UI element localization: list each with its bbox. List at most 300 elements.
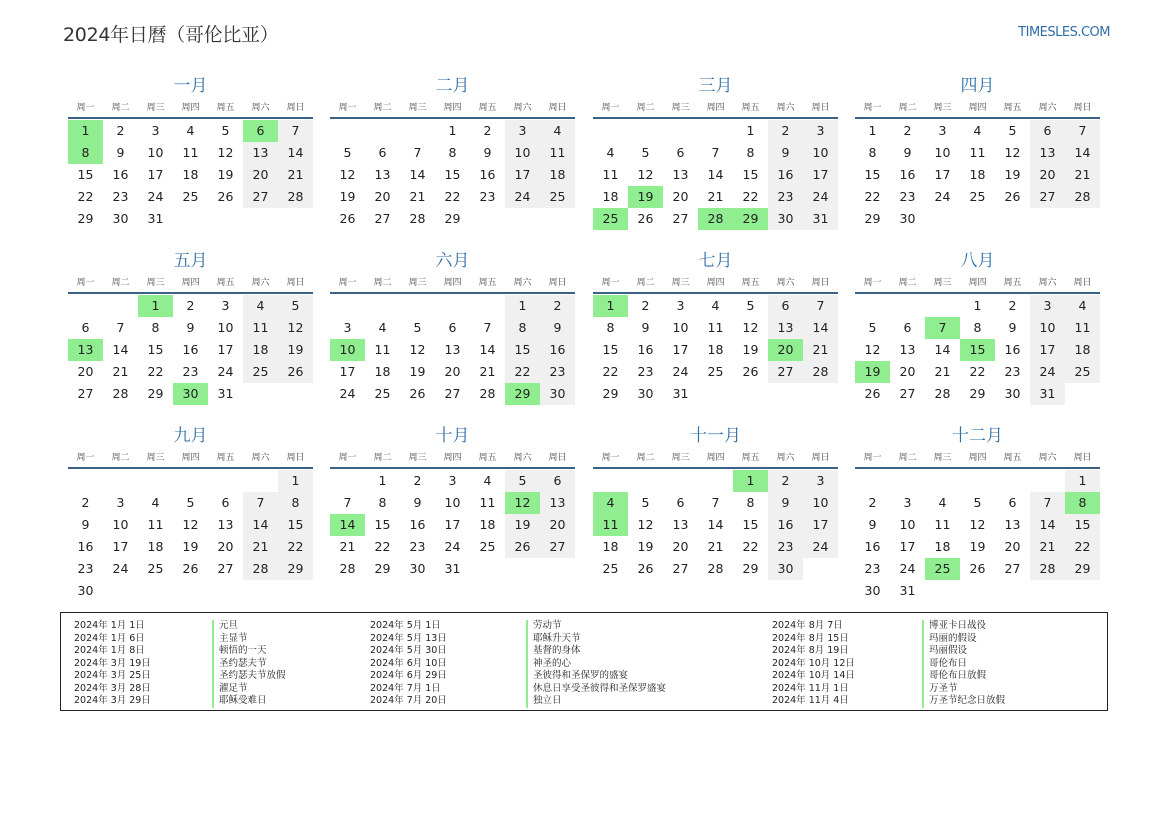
day-grid bbox=[855, 120, 1100, 230]
day-cell: 8 bbox=[151, 320, 160, 335]
holiday-day-cell: 4 bbox=[593, 492, 628, 514]
day-cell: 10 bbox=[803, 492, 838, 514]
day-cell: 27 bbox=[768, 361, 803, 383]
holiday-day-cell: 25 bbox=[925, 558, 960, 580]
weekday-label: 周六 bbox=[1038, 278, 1057, 288]
day-cell: 27 bbox=[217, 561, 234, 576]
day-cell: 2 bbox=[116, 123, 125, 138]
day-cell: 13 bbox=[243, 142, 278, 164]
day-cell: 9 bbox=[186, 320, 195, 335]
empty-cell bbox=[208, 470, 243, 492]
empty-cell bbox=[698, 470, 733, 492]
holiday-name: 圣彼得和圣保罗的盛宴 bbox=[526, 670, 666, 683]
day-cell: 1 bbox=[868, 123, 877, 138]
day-cell: 16 bbox=[768, 514, 803, 536]
holiday-date: 2024年 8月 15日 bbox=[772, 632, 849, 644]
day-cell: 23 bbox=[768, 186, 803, 208]
day-cell: 13 bbox=[374, 167, 391, 182]
day-cell: 24 bbox=[217, 364, 234, 379]
weekday-label: 周三 bbox=[671, 453, 690, 463]
holiday-date: 2024年 10月 14日 bbox=[772, 670, 855, 681]
month-calendar bbox=[855, 248, 1100, 405]
day-cell: 10 bbox=[803, 142, 838, 164]
day-cell: 27 bbox=[374, 211, 391, 226]
day-cell: 17 bbox=[1030, 339, 1065, 361]
day-cell: 8 bbox=[505, 317, 540, 339]
day-cell: 29 bbox=[742, 561, 759, 576]
day-cell: 4 bbox=[606, 145, 615, 160]
day-cell: 16 bbox=[77, 539, 94, 554]
day-cell: 17 bbox=[672, 342, 689, 357]
day-cell: 14 bbox=[1065, 142, 1100, 164]
empty-cell bbox=[593, 120, 628, 142]
month-calendar bbox=[330, 248, 575, 405]
day-cell: 4 bbox=[540, 120, 575, 142]
day-cell: 12 bbox=[409, 342, 426, 357]
day-cell: 7 bbox=[711, 145, 720, 160]
day-cell: 16 bbox=[899, 167, 916, 182]
weekday-label: 周五 bbox=[1003, 103, 1022, 113]
holiday-name: 圣约瑟夫节 bbox=[212, 658, 286, 671]
day-cell: 25 bbox=[540, 186, 575, 208]
weekday-label: 周六 bbox=[251, 103, 270, 113]
empty-cell bbox=[628, 120, 663, 142]
weekday-header bbox=[68, 449, 313, 469]
month-name: 九月 bbox=[173, 426, 208, 446]
holiday-day-cell: 19 bbox=[855, 361, 890, 383]
weekday-label: 周六 bbox=[1038, 453, 1057, 463]
day-cell: 5 bbox=[221, 123, 230, 138]
day-cell: 29 bbox=[278, 558, 313, 580]
day-cell: 9 bbox=[81, 517, 90, 532]
weekday-header bbox=[855, 99, 1100, 119]
day-cell: 9 bbox=[1008, 320, 1017, 335]
day-cell: 26 bbox=[182, 561, 199, 576]
holiday-dates-column bbox=[74, 620, 151, 708]
day-cell: 12 bbox=[217, 145, 234, 160]
day-cell: 17 bbox=[934, 167, 951, 182]
holiday-day-cell: 8 bbox=[68, 142, 103, 164]
empty-cell bbox=[628, 470, 663, 492]
weekday-label: 周五 bbox=[1003, 278, 1022, 288]
day-cell: 25 bbox=[182, 189, 199, 204]
day-cell: 14 bbox=[409, 167, 426, 182]
weekday-label: 周三 bbox=[408, 103, 427, 113]
day-cell: 20 bbox=[1004, 539, 1021, 554]
day-cell: 17 bbox=[217, 342, 234, 357]
holiday-day-cell: 29 bbox=[505, 383, 540, 405]
day-cell: 21 bbox=[1030, 536, 1065, 558]
day-cell: 27 bbox=[243, 186, 278, 208]
weekday-label: 周五 bbox=[216, 453, 235, 463]
weekday-label: 周一 bbox=[338, 278, 357, 288]
weekday-label: 周二 bbox=[111, 103, 130, 113]
day-cell: 28 bbox=[339, 561, 356, 576]
day-cell: 9 bbox=[116, 145, 125, 160]
day-cell: 24 bbox=[803, 186, 838, 208]
day-cell: 21 bbox=[339, 539, 356, 554]
weekday-label: 周六 bbox=[1038, 103, 1057, 113]
month-name: 二月 bbox=[435, 76, 470, 96]
day-cell: 19 bbox=[278, 339, 313, 361]
holiday-day-cell: 6 bbox=[243, 120, 278, 142]
day-cell: 9 bbox=[903, 145, 912, 160]
weekday-label: 周五 bbox=[478, 453, 497, 463]
weekday-label: 周二 bbox=[636, 453, 655, 463]
day-cell: 20 bbox=[77, 364, 94, 379]
day-cell: 28 bbox=[934, 386, 951, 401]
weekday-header bbox=[68, 274, 313, 294]
holiday-date: 2024年 5月 30日 bbox=[370, 645, 447, 656]
day-cell: 12 bbox=[637, 517, 654, 532]
day-cell: 27 bbox=[540, 536, 575, 558]
day-cell: 11 bbox=[243, 317, 278, 339]
day-cell: 22 bbox=[374, 539, 391, 554]
day-cell: 2 bbox=[413, 473, 422, 488]
day-cell: 18 bbox=[182, 167, 199, 182]
holiday-day-cell: 14 bbox=[330, 514, 365, 536]
empty-cell bbox=[470, 295, 505, 317]
holiday-date: 2024年 3月 28日 bbox=[74, 682, 151, 694]
day-cell: 19 bbox=[637, 539, 654, 554]
day-cell: 22 bbox=[278, 536, 313, 558]
weekday-header bbox=[330, 449, 575, 469]
day-cell: 15 bbox=[505, 339, 540, 361]
day-cell: 3 bbox=[903, 495, 912, 510]
day-cell: 22 bbox=[77, 189, 94, 204]
day-cell: 20 bbox=[672, 189, 689, 204]
day-cell: 1 bbox=[505, 295, 540, 317]
day-cell: 27 bbox=[77, 386, 94, 401]
day-cell: 10 bbox=[217, 320, 234, 335]
day-cell: 17 bbox=[505, 164, 540, 186]
weekday-label: 周二 bbox=[111, 453, 130, 463]
month-calendar bbox=[330, 423, 575, 580]
day-cell: 9 bbox=[768, 492, 803, 514]
day-cell: 16 bbox=[768, 164, 803, 186]
weekday-label: 周日 bbox=[548, 453, 567, 463]
day-cell: 26 bbox=[637, 211, 654, 226]
day-cell: 8 bbox=[746, 495, 755, 510]
weekday-label: 周四 bbox=[968, 103, 987, 113]
weekday-label: 周四 bbox=[443, 278, 462, 288]
day-cell: 8 bbox=[378, 495, 387, 510]
empty-cell bbox=[365, 295, 400, 317]
day-cell: 23 bbox=[479, 189, 496, 204]
day-cell: 2 bbox=[768, 470, 803, 492]
day-cell: 3 bbox=[116, 495, 125, 510]
weekday-label: 周六 bbox=[513, 453, 532, 463]
day-cell: 20 bbox=[374, 189, 391, 204]
day-cell: 9 bbox=[540, 317, 575, 339]
day-cell: 8 bbox=[868, 145, 877, 160]
day-cell: 27 bbox=[444, 386, 461, 401]
day-cell: 1 bbox=[746, 123, 755, 138]
weekday-label: 周五 bbox=[741, 278, 760, 288]
weekday-label: 周二 bbox=[898, 278, 917, 288]
weekday-label: 周四 bbox=[706, 103, 725, 113]
day-cell: 19 bbox=[339, 189, 356, 204]
day-cell: 11 bbox=[969, 145, 986, 160]
weekday-label: 周四 bbox=[968, 278, 987, 288]
day-cell: 20 bbox=[243, 164, 278, 186]
day-cell: 28 bbox=[409, 211, 426, 226]
day-cell: 28 bbox=[243, 558, 278, 580]
empty-cell bbox=[960, 470, 995, 492]
holiday-day-cell: 12 bbox=[505, 492, 540, 514]
month-calendar bbox=[855, 423, 1100, 602]
day-cell: 23 bbox=[182, 364, 199, 379]
day-cell: 13 bbox=[540, 492, 575, 514]
empty-cell bbox=[890, 295, 925, 317]
day-cell: 20 bbox=[1030, 164, 1065, 186]
weekday-label: 周日 bbox=[811, 278, 830, 288]
month-name: 八月 bbox=[960, 251, 995, 271]
holiday-day-cell: 15 bbox=[960, 339, 995, 361]
day-cell: 7 bbox=[1065, 120, 1100, 142]
day-cell: 8 bbox=[448, 145, 457, 160]
month-calendar bbox=[68, 73, 313, 230]
weekday-label: 周日 bbox=[811, 453, 830, 463]
holiday-date: 2024年 5月 1日 bbox=[370, 620, 441, 631]
empty-cell bbox=[138, 470, 173, 492]
day-cell: 5 bbox=[973, 495, 982, 510]
day-cell: 23 bbox=[864, 561, 881, 576]
day-cell: 31 bbox=[899, 583, 916, 598]
day-cell: 7 bbox=[413, 145, 422, 160]
day-cell: 10 bbox=[672, 320, 689, 335]
holiday-name: 万圣节纪念日放假 bbox=[922, 695, 1005, 708]
weekday-label: 周六 bbox=[776, 278, 795, 288]
empty-cell bbox=[330, 295, 365, 317]
site-link[interactable]: TIMESLES.COM bbox=[1018, 25, 1110, 40]
day-cell: 14 bbox=[243, 514, 278, 536]
day-cell: 29 bbox=[864, 211, 881, 226]
empty-cell bbox=[698, 120, 733, 142]
day-cell: 29 bbox=[147, 386, 164, 401]
day-cell: 31 bbox=[147, 211, 164, 226]
day-cell: 11 bbox=[182, 145, 199, 160]
holiday-name: 元旦 bbox=[212, 620, 286, 633]
day-cell: 22 bbox=[147, 364, 164, 379]
day-cell: 21 bbox=[707, 189, 724, 204]
day-cell: 26 bbox=[409, 386, 426, 401]
day-cell: 18 bbox=[540, 164, 575, 186]
day-cell: 23 bbox=[409, 539, 426, 554]
weekday-label: 周一 bbox=[863, 278, 882, 288]
holiday-day-cell: 10 bbox=[330, 339, 365, 361]
empty-cell bbox=[68, 295, 103, 317]
day-cell: 22 bbox=[864, 189, 881, 204]
day-cell: 22 bbox=[1065, 536, 1100, 558]
weekday-label: 周一 bbox=[338, 103, 357, 113]
holiday-name: 神圣的心 bbox=[526, 658, 666, 671]
day-cell: 3 bbox=[676, 298, 685, 313]
weekday-label: 周一 bbox=[76, 453, 95, 463]
day-cell: 12 bbox=[278, 317, 313, 339]
weekday-label: 周日 bbox=[548, 278, 567, 288]
day-cell: 23 bbox=[768, 536, 803, 558]
day-cell: 18 bbox=[969, 167, 986, 182]
day-cell: 23 bbox=[540, 361, 575, 383]
weekday-label: 周三 bbox=[146, 453, 165, 463]
day-cell: 15 bbox=[1065, 514, 1100, 536]
day-cell: 9 bbox=[868, 517, 877, 532]
day-cell: 10 bbox=[1030, 317, 1065, 339]
day-cell: 10 bbox=[934, 145, 951, 160]
holiday-name: 哥伦布日 bbox=[922, 658, 1005, 671]
day-cell: 18 bbox=[1065, 339, 1100, 361]
day-cell: 6 bbox=[448, 320, 457, 335]
weekday-label: 周三 bbox=[671, 103, 690, 113]
weekday-label: 周五 bbox=[478, 278, 497, 288]
day-cell: 15 bbox=[864, 167, 881, 182]
calendar-title: 2024年日曆（哥伦比亚） bbox=[63, 24, 279, 46]
holiday-names-column bbox=[212, 620, 286, 708]
day-cell: 2 bbox=[768, 120, 803, 142]
day-cell: 30 bbox=[112, 211, 129, 226]
weekday-label: 周四 bbox=[181, 103, 200, 113]
weekday-label: 周一 bbox=[76, 103, 95, 113]
day-grid bbox=[68, 120, 313, 230]
day-cell: 3 bbox=[151, 123, 160, 138]
day-grid bbox=[855, 470, 1100, 602]
day-cell: 28 bbox=[278, 186, 313, 208]
weekday-header bbox=[593, 449, 838, 469]
empty-cell bbox=[925, 470, 960, 492]
day-cell: 16 bbox=[864, 539, 881, 554]
day-cell: 7 bbox=[711, 495, 720, 510]
day-cell: 3 bbox=[343, 320, 352, 335]
day-cell: 24 bbox=[672, 364, 689, 379]
day-cell: 14 bbox=[1030, 514, 1065, 536]
weekday-label: 周日 bbox=[811, 103, 830, 113]
weekday-label: 周一 bbox=[863, 103, 882, 113]
weekday-label: 周日 bbox=[286, 453, 305, 463]
day-cell: 19 bbox=[1004, 167, 1021, 182]
weekday-label: 周三 bbox=[146, 103, 165, 113]
day-cell: 8 bbox=[278, 492, 313, 514]
day-cell: 4 bbox=[186, 123, 195, 138]
day-cell: 5 bbox=[641, 495, 650, 510]
holiday-name: 基督的身体 bbox=[526, 645, 666, 658]
holiday-date: 2024年 3月 25日 bbox=[74, 670, 151, 681]
day-grid bbox=[593, 295, 838, 405]
holiday-names-column bbox=[526, 620, 666, 708]
day-cell: 14 bbox=[934, 342, 951, 357]
day-cell: 27 bbox=[1030, 186, 1065, 208]
day-cell: 13 bbox=[899, 342, 916, 357]
day-cell: 5 bbox=[343, 145, 352, 160]
day-cell: 14 bbox=[707, 517, 724, 532]
empty-cell bbox=[103, 470, 138, 492]
day-cell: 24 bbox=[112, 561, 129, 576]
day-cell: 23 bbox=[77, 561, 94, 576]
day-cell: 3 bbox=[803, 470, 838, 492]
weekday-header bbox=[593, 99, 838, 119]
weekday-label: 周日 bbox=[1073, 278, 1092, 288]
day-cell: 3 bbox=[505, 120, 540, 142]
day-cell: 13 bbox=[444, 342, 461, 357]
weekday-label: 周四 bbox=[968, 453, 987, 463]
day-cell: 12 bbox=[182, 517, 199, 532]
day-cell: 5 bbox=[505, 470, 540, 492]
day-cell: 13 bbox=[1004, 517, 1021, 532]
day-cell: 3 bbox=[448, 473, 457, 488]
holiday-date: 2024年 1月 8日 bbox=[74, 645, 145, 656]
day-cell: 22 bbox=[444, 189, 461, 204]
day-cell: 10 bbox=[444, 495, 461, 510]
holiday-date: 2024年 7月 20日 bbox=[370, 695, 447, 706]
day-cell: 3 bbox=[1030, 295, 1065, 317]
day-cell: 19 bbox=[182, 539, 199, 554]
holiday-name: 玛丽假设 bbox=[922, 645, 1005, 658]
day-cell: 18 bbox=[479, 517, 496, 532]
day-cell: 20 bbox=[217, 539, 234, 554]
day-cell: 1 bbox=[1065, 470, 1100, 492]
day-cell: 25 bbox=[479, 539, 496, 554]
day-cell: 16 bbox=[182, 342, 199, 357]
day-cell: 17 bbox=[803, 164, 838, 186]
weekday-label: 周日 bbox=[286, 278, 305, 288]
day-cell: 19 bbox=[742, 342, 759, 357]
day-cell: 25 bbox=[1065, 361, 1100, 383]
weekday-label: 周二 bbox=[373, 103, 392, 113]
empty-cell bbox=[1030, 470, 1065, 492]
day-cell: 30 bbox=[899, 211, 916, 226]
day-cell: 7 bbox=[1030, 492, 1065, 514]
holiday-list bbox=[60, 612, 1108, 711]
day-cell: 12 bbox=[1004, 145, 1021, 160]
day-cell: 6 bbox=[540, 470, 575, 492]
day-cell: 15 bbox=[742, 517, 759, 532]
day-cell: 17 bbox=[899, 539, 916, 554]
day-cell: 1 bbox=[973, 298, 982, 313]
weekday-label: 周六 bbox=[251, 453, 270, 463]
month-calendar bbox=[68, 248, 313, 405]
weekday-label: 周五 bbox=[478, 103, 497, 113]
holiday-day-cell: 29 bbox=[733, 208, 768, 230]
day-cell: 19 bbox=[505, 514, 540, 536]
day-cell: 26 bbox=[742, 364, 759, 379]
day-cell: 4 bbox=[973, 123, 982, 138]
weekday-label: 周六 bbox=[776, 453, 795, 463]
day-cell: 24 bbox=[934, 189, 951, 204]
empty-cell bbox=[68, 470, 103, 492]
day-cell: 29 bbox=[444, 211, 461, 226]
holiday-date: 2024年 5月 13日 bbox=[370, 632, 447, 644]
weekday-label: 周五 bbox=[741, 103, 760, 113]
day-cell: 7 bbox=[278, 120, 313, 142]
holiday-name: 玛丽的假设 bbox=[922, 633, 1005, 646]
day-cell: 23 bbox=[112, 189, 129, 204]
month-name: 三月 bbox=[698, 76, 733, 96]
day-cell: 16 bbox=[112, 167, 129, 182]
day-cell: 6 bbox=[378, 145, 387, 160]
month-name: 十一月 bbox=[690, 426, 741, 446]
weekday-label: 周一 bbox=[338, 453, 357, 463]
day-cell: 31 bbox=[1030, 383, 1065, 405]
holiday-date: 2024年 1月 1日 bbox=[74, 620, 145, 631]
day-cell: 4 bbox=[1065, 295, 1100, 317]
month-calendar bbox=[593, 73, 838, 230]
month-calendar bbox=[593, 423, 838, 580]
holiday-day-cell: 30 bbox=[173, 383, 208, 405]
day-cell: 2 bbox=[1008, 298, 1017, 313]
day-cell: 17 bbox=[112, 539, 129, 554]
day-cell: 14 bbox=[707, 167, 724, 182]
day-cell: 8 bbox=[606, 320, 615, 335]
